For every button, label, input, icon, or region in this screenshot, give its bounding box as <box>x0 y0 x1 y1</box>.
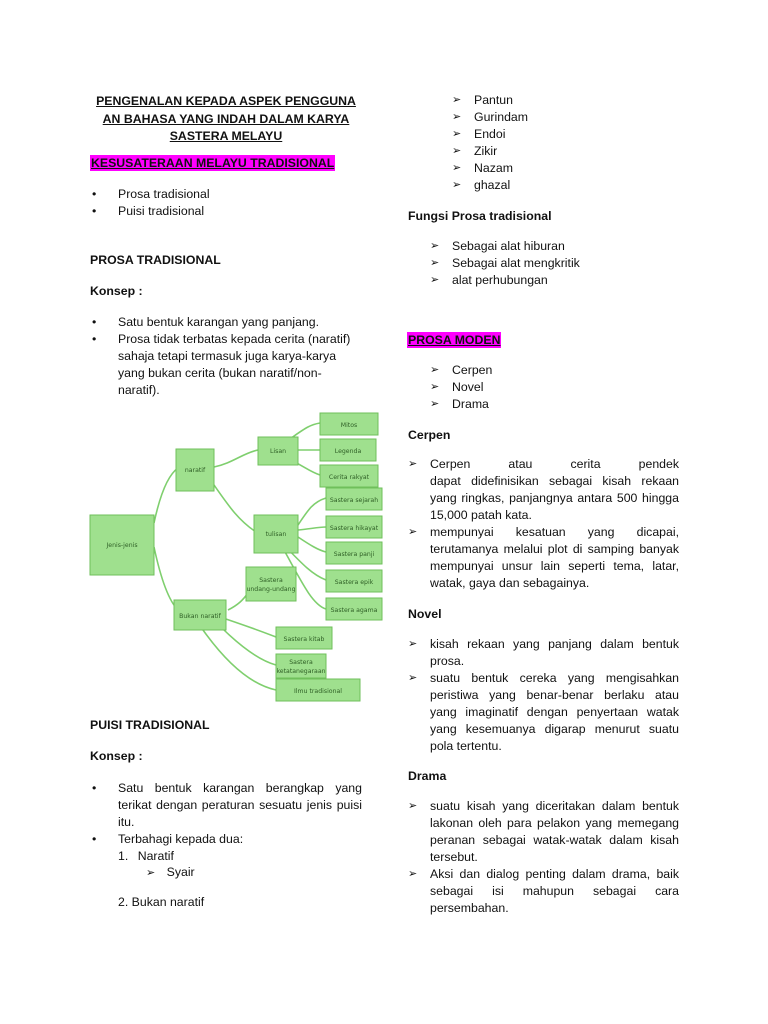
diagram-node-cerita-rakyat <box>320 465 378 487</box>
text-line: Aksi dan dialog penting dalam drama, baik <box>430 867 679 881</box>
list-item-label: Drama <box>452 397 489 411</box>
novel-heading: Novel <box>408 607 442 621</box>
section-heading-moden: PROSA MODEN <box>408 333 501 347</box>
arrow-icon: ➢ <box>430 398 440 410</box>
node-label: Cerita rakyat <box>328 474 370 481</box>
arrow-icon: ➢ <box>408 458 418 470</box>
arrow-icon: ➢ <box>430 257 440 269</box>
prosa-types-diagram <box>88 405 388 705</box>
list-item <box>430 379 670 396</box>
list-item <box>430 396 670 413</box>
text-line: sebagai isi mahupun sebagai cara <box>430 884 679 898</box>
konsep-label: Konsep : <box>90 284 143 298</box>
text-line: mempunyai unsur lain seperti tema, latar, <box>430 559 679 573</box>
drama-heading: Drama <box>408 769 447 783</box>
arrow-icon: ➢ <box>430 274 440 286</box>
prosa-tradisional-heading: PROSA TRADISIONAL <box>90 253 221 267</box>
text-line: • Prosa tidak terbatas kepada cerita (naratif) <box>118 332 351 346</box>
puisi-konsep-list <box>90 780 362 848</box>
text-line: 15,000 patah kata. <box>430 508 532 522</box>
diagram-node-sastera-panji <box>326 542 382 564</box>
text-line: Cerpen atau cerita pendek <box>430 457 679 471</box>
node-label: Jenis-jenis <box>106 542 138 549</box>
diagram-node-sastera-undang-undang <box>246 567 296 601</box>
puisi-types-list <box>452 92 672 194</box>
list-item <box>408 798 679 866</box>
drama-list <box>408 798 679 917</box>
page-title <box>80 93 372 146</box>
moden-list <box>430 362 670 413</box>
list-item-label: Pantun <box>474 93 513 107</box>
node-label: Sastera epik <box>334 579 374 586</box>
list-item-label: Novel <box>452 380 484 394</box>
text-line: tersebut. <box>430 850 478 864</box>
diagram-node-sastera-kitab <box>276 627 332 649</box>
list-item-label: alat perhubungan <box>452 273 548 287</box>
sub-item-naratif <box>118 848 174 865</box>
text-line: naratif). <box>118 383 160 397</box>
node-label: undang-undang <box>246 586 296 593</box>
list-item <box>430 238 670 255</box>
text-line: yang bukan cerita (bukan naratif/non- <box>118 366 322 380</box>
node-label: Sastera kitab <box>283 636 325 643</box>
list-item <box>408 636 679 670</box>
connector <box>298 537 326 552</box>
text-line: suatu kisah yang diceritakan dalam bentuk <box>430 799 679 813</box>
diagram-node-legenda <box>320 439 376 461</box>
list-item <box>408 524 679 592</box>
text-line: terutamanya melalui plot di samping banyak <box>430 542 679 556</box>
list-item <box>452 126 672 143</box>
fungsi-heading: Fungsi Prosa tradisional <box>408 209 552 223</box>
diagram-node-lisan <box>258 437 298 465</box>
text-line: lakonan oleh para pelakon yang memegang <box>430 816 679 830</box>
puisi-tradisional-heading: PUISI TRADISIONAL <box>90 718 210 732</box>
diagram-node-ilmu-tradisional <box>276 679 360 701</box>
sub-item-label: Naratif <box>137 849 174 863</box>
text-line: watak, gaya dan sebagainya. <box>430 576 590 590</box>
list-item: • Puisi tradisional <box>90 203 362 220</box>
text-line: dapat didefinisikan sebagai kisah rekaan <box>430 474 679 488</box>
text-line: suatu bentuk cereka yang mengisahkan <box>430 671 679 685</box>
node-label: Lisan <box>269 448 287 455</box>
section-heading-tradisional: KESUSATERAAN MELAYU TRADISIONAL <box>91 156 335 170</box>
cerpen-list <box>408 456 679 592</box>
diagram-node-bukan-naratif <box>174 600 226 630</box>
arrow-icon: ➢ <box>452 128 462 140</box>
node-label: tulisan <box>265 531 287 538</box>
node-label: Sastera hikayat <box>329 525 379 532</box>
text-line: yang ringkas, panjangnya antara 500 hingga <box>430 491 679 505</box>
text-line: peristiwa yang benar-benar berlaku atau <box>430 688 679 702</box>
text-line: mempunyai kesatuan yang dicapai, <box>430 525 679 539</box>
sub-item-label: Syair <box>166 865 195 879</box>
list-item <box>430 255 670 272</box>
arrow-icon: ➢ <box>452 111 462 123</box>
diagram-node-sastera-ketatanegaraan <box>276 654 326 678</box>
cerpen-heading: Cerpen <box>408 428 451 442</box>
title-line: AN BAHASA YANG INDAH DALAM KARYA <box>102 111 350 126</box>
node-label: Legenda <box>334 448 362 455</box>
list-item: • Satu bentuk karangan yang panjang. <box>90 314 362 331</box>
list-item <box>90 331 362 399</box>
list-item <box>408 456 679 524</box>
list-item <box>452 160 672 177</box>
list-item-label: Endoi <box>474 127 506 141</box>
list-item <box>430 362 670 379</box>
diagram-node-sastera-agama <box>326 598 382 620</box>
title-line: SASTERA MELAYU <box>169 129 283 143</box>
list-item <box>452 177 672 194</box>
arrow-icon: ➢ <box>430 364 440 376</box>
list-item <box>90 780 362 831</box>
list-item-label: Cerpen <box>452 363 493 377</box>
text-line: yang kesemuanya digarap menurut suatu <box>430 722 679 736</box>
node-label: Sastera <box>259 577 283 584</box>
connector <box>214 485 256 532</box>
list-item <box>452 143 672 160</box>
title-line: PENGENALAN KEPADA ASPEK PENGGUNA <box>96 94 356 108</box>
diagram-node-mitos <box>320 413 378 435</box>
list-item-label: ghazal <box>474 178 511 192</box>
text-line: • Satu bentuk karangan berangkap yang <box>118 781 362 795</box>
arrow-icon: ➢ <box>408 868 418 880</box>
sub-item-number: 1. <box>118 849 129 863</box>
sub-item-bukan-naratif: 2. Bukan naratif <box>118 895 205 909</box>
connector <box>228 593 248 610</box>
text-line: kisah rekaan yang panjang dalam bentuk <box>430 637 679 651</box>
text-line: prosa. <box>430 654 465 668</box>
arrow-icon: ➢ <box>430 240 440 252</box>
diagram-node-tulisan <box>254 515 298 553</box>
arrow-icon: ➢ <box>408 638 418 650</box>
text-line: sahaja tetapi termasuk juga karya-karya <box>118 349 337 363</box>
connector <box>154 468 178 523</box>
list-item <box>430 272 670 289</box>
list-item <box>452 109 672 126</box>
arrow-icon: ➢ <box>452 94 462 106</box>
node-label: Sastera sejarah <box>329 497 379 504</box>
arrow-icon: ➢ <box>408 800 418 812</box>
list-item-label: Nazam <box>474 161 513 175</box>
text-line: terikat dengan peraturan sesuatu jenis puisi <box>118 798 362 812</box>
puisi-konsep-label: Konsep : <box>90 749 143 763</box>
arrow-icon: ➢ <box>146 867 156 879</box>
sub-sub-item-syair <box>146 864 195 882</box>
prosa-konsep-list <box>90 314 362 399</box>
diagram-node-sastera-hikayat <box>326 516 382 538</box>
connector <box>298 498 326 525</box>
list-item-label: Gurindam <box>474 110 528 124</box>
arrow-icon: ➢ <box>452 145 462 157</box>
tradisional-list <box>90 186 362 220</box>
node-label: Mitos <box>340 422 358 429</box>
node-label: Sastera agama <box>330 607 378 614</box>
text-line: peranan sebagai watak-watak dalam kisah <box>430 833 679 847</box>
novel-list <box>408 636 679 755</box>
node-label: Bukan naratif <box>179 613 221 620</box>
node-label: Ilmu tradisional <box>293 688 343 695</box>
node-label: Sastera <box>289 659 313 666</box>
node-label: naratif <box>184 467 206 474</box>
diagram-node-naratif <box>176 449 214 491</box>
list-item-label: Zikir <box>474 144 498 158</box>
text-line: pola tertentu. <box>430 739 502 753</box>
diagram-node-sastera-sejarah <box>326 488 382 510</box>
arrow-icon: ➢ <box>452 162 462 174</box>
diagram-node-root <box>90 515 154 575</box>
list-item: • Prosa tradisional <box>90 186 362 203</box>
list-item <box>408 866 679 917</box>
connector <box>298 527 326 530</box>
list-item-label: Sebagai alat mengkritik <box>452 256 580 270</box>
arrow-icon: ➢ <box>408 526 418 538</box>
text-line: yang imaginatif dengan penyertaan watak <box>430 705 679 719</box>
diagram-node-sastera-epik <box>326 570 382 592</box>
text-line: itu. <box>118 815 135 829</box>
text-line: persembahan. <box>430 901 509 915</box>
node-label: Sastera panji <box>333 551 375 558</box>
node-label: ketatanegaraan <box>276 668 326 675</box>
list-item <box>408 670 679 755</box>
list-item <box>452 92 672 109</box>
connector <box>214 450 258 467</box>
list-item: • Terbahagi kepada dua: <box>90 831 362 848</box>
arrow-icon: ➢ <box>408 672 418 684</box>
fungsi-list <box>430 238 670 289</box>
arrow-icon: ➢ <box>430 381 440 393</box>
arrow-icon: ➢ <box>452 179 462 191</box>
list-item-label: Sebagai alat hiburan <box>452 239 565 253</box>
